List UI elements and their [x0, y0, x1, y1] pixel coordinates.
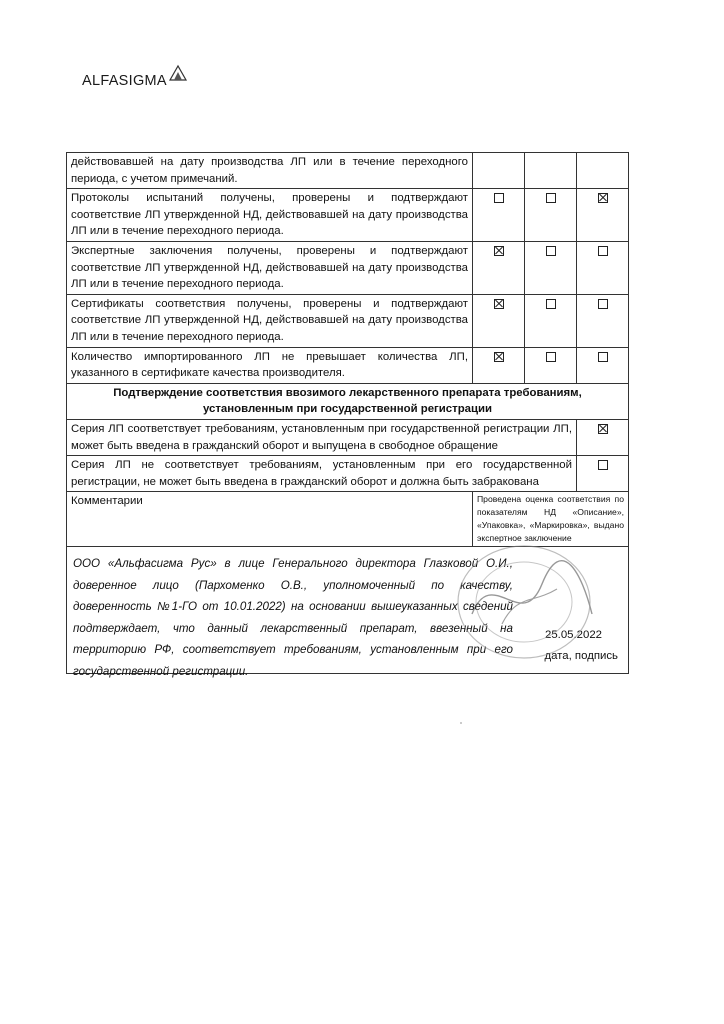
checkbox[interactable]: [598, 246, 608, 256]
section-heading: Подтверждение соответствия ввозимого лекарственного препарата требованиям, установленным при государственной регистрации: [67, 383, 629, 419]
checkbox[interactable]: [598, 424, 608, 434]
checkbox[interactable]: [546, 352, 556, 362]
logo-mark-icon: [168, 64, 188, 82]
checkbox[interactable]: [494, 246, 504, 256]
signature-label: дата, подпись: [544, 650, 618, 663]
checkbox[interactable]: [494, 352, 504, 362]
checkbox[interactable]: [546, 246, 556, 256]
checkbox[interactable]: [598, 299, 608, 309]
signature-date: 25.05.2022: [544, 629, 602, 642]
table-row: [67, 294, 629, 347]
statement-text: ООО «Альфасигма Рус» в лице Генерального директора Глазковой О.И., доверенное лицо (Пархоменко О.В., уполномоченный по качеству, доверенность №1-ГО от 10.01.2022) на основании вышеуказанных сведений подтверждает, что данный лекарственный препарат, ввезенный на территорию РФ, соответствует требованиям, установленным при его государственной регистрации.: [73, 557, 513, 678]
check-cell: [473, 153, 525, 189]
checkbox[interactable]: [598, 193, 608, 203]
check-cell: [525, 153, 577, 189]
checkbox[interactable]: [598, 460, 608, 470]
conformity-text: Серия ЛП не соответствует требованиям, установленным при его государственной регистрации, не может быть введена в гражданский оборот и должна быть забракована: [67, 456, 577, 492]
table-row: [67, 189, 629, 242]
comments-row: [67, 492, 629, 547]
conformity-row: [67, 419, 629, 455]
table-row: [67, 347, 629, 383]
checkbox[interactable]: [546, 193, 556, 203]
section-heading-row: [67, 383, 629, 419]
checkbox[interactable]: [494, 193, 504, 203]
comments-text: Проведена оценка соответствия по показателям НД «Описание», «Упаковка», «Маркировка», выдано экспертное заключение: [473, 492, 629, 547]
check-cell: [577, 153, 629, 189]
scan-speck: [460, 722, 462, 724]
conformity-text: Серия ЛП соответствует требованиям, установленным при государственной регистрации ЛП, может быть введена в гражданский оборот и выпущена в свободное обращение: [67, 419, 577, 455]
row-text: Экспертные заключения получены, проверены и подтверждают соответствие ЛП утвержденной НД, действовавшей на дату производства ЛП или в течение переходного периода.: [67, 241, 473, 294]
alfasigma-logo: [82, 64, 202, 94]
row-text: Сертификаты соответствия получены, проверены и подтверждают соответствие ЛП утвержденной НД, действовавшей на дату производства ЛП или в течение переходного периода.: [67, 294, 473, 347]
row-text: действовавшей на дату производства ЛП или в течение переходного периода, с учетом примечаний.: [67, 153, 473, 189]
table-row: [67, 153, 629, 189]
checkbox[interactable]: [546, 299, 556, 309]
logo-text: ALFASIGMA: [82, 73, 167, 89]
comments-label: Комментарии: [67, 492, 473, 547]
checkbox[interactable]: [494, 299, 504, 309]
row-text: Протоколы испытаний получены, проверены и подтверждают соответствие ЛП утвержденной НД, действовавшей на дату производства ЛП или в течение переходного периода.: [67, 189, 473, 242]
table-row: [67, 241, 629, 294]
conformity-row: [67, 456, 629, 492]
row-text: Количество импортированного ЛП не превышает количества ЛП, указанного в сертификате качества производителя.: [67, 347, 473, 383]
company-stamp-icon: [432, 544, 612, 664]
checkbox[interactable]: [598, 352, 608, 362]
